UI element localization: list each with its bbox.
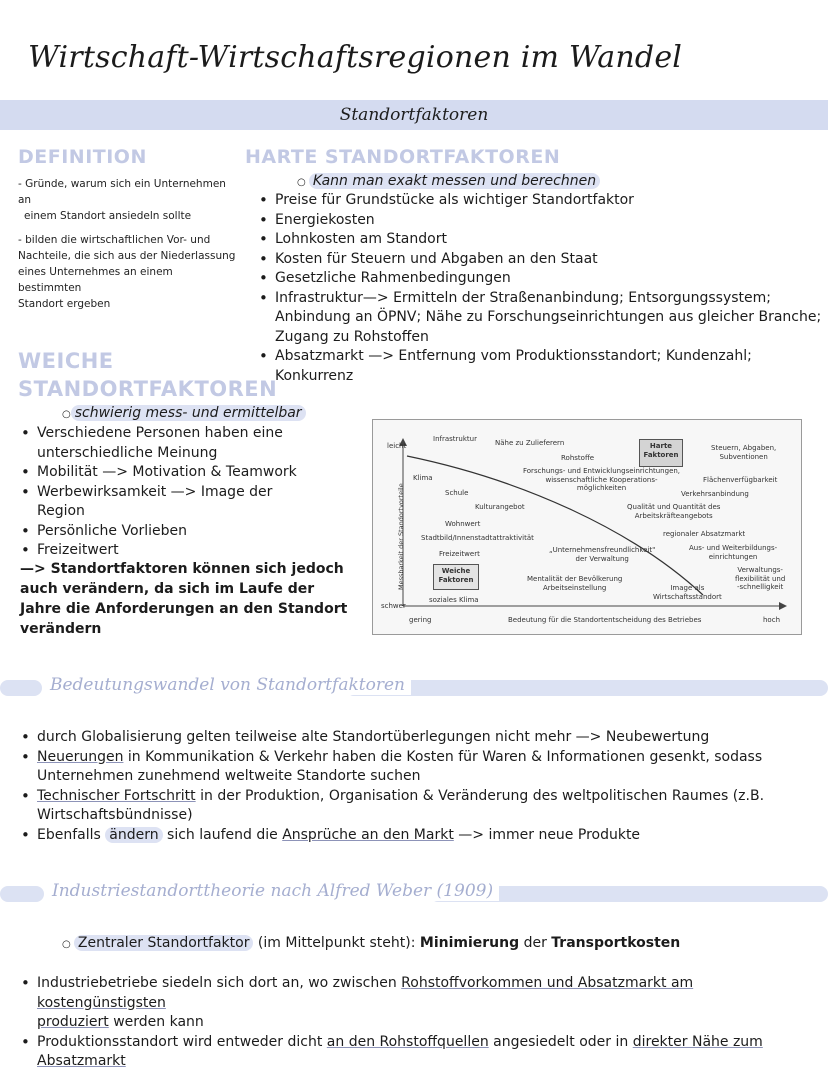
chart-label-group [627, 503, 720, 520]
chart-label: Image als [670, 584, 705, 592]
list-item: • Energiekosten [258, 211, 823, 231]
list-item: • Preise für Grundstücke als wichtiger Standortfaktor [258, 191, 823, 211]
chart-label: Kulturangebot [475, 503, 525, 511]
chart-label: Flächenverfügbarkeit [703, 476, 778, 484]
definition-heading: DEFINITION [18, 146, 147, 168]
underlined-term: Neuerungen [37, 748, 124, 765]
harte-sub: ○ Kann man exakt messen und berechnen [297, 172, 600, 193]
chart-label: Infrastruktur [433, 435, 477, 443]
chart-label-group [711, 444, 776, 461]
list-item: • Infrastruktur—> Ermitteln der Straßenanbindung; Entsorgungssystem; Anbindung an ÖPNV; Nähe zu Forschungseinrichtungen aus gleicher Branche; Zugang zu Rohstoffen [258, 289, 823, 348]
underlined-term: Ansprüche an den Markt [282, 826, 454, 843]
y-axis-label: Messbarkeit der Standortvorteile [397, 483, 405, 590]
list-item: • Absatzmarkt —> Entfernung vom Produktionsstandort; Kundenzahl; Konkurrenz [258, 347, 823, 386]
list-item: • Mobilität —> Motivation & Teamwork [20, 463, 320, 483]
definition-text [18, 176, 238, 312]
box-line: Faktoren [438, 575, 474, 584]
definition-line: - Gründe, warum sich ein Unternehmen an [18, 178, 226, 206]
chart-label: möglichkeiten [576, 484, 627, 492]
x-axis-label: Bedeutung für die Standortentscheidung des Betriebes [508, 616, 702, 624]
chart-label: Steuern, Abgaben, [711, 444, 777, 452]
chart-label: Aus- und Weiterbildungs- [689, 544, 778, 552]
item-text: Produktionsstandort wird entweder dicht [37, 1033, 327, 1050]
page-title: Wirtschaft-Wirtschaftsregionen im Wandel [28, 40, 683, 75]
bold-term: Transportkosten [551, 935, 681, 951]
harte-heading: HARTE STANDORTFAKTOREN [245, 146, 561, 168]
weiche-list [20, 424, 320, 561]
weiche-heading-line: WEICHE [18, 349, 114, 373]
item-text: Ebenfalls [37, 826, 106, 843]
box-line: Harte [649, 442, 673, 450]
definition-line: Standort ergeben [18, 298, 111, 310]
chart-label: Verwaltungs- [737, 566, 783, 574]
x-left-label: gering [409, 616, 432, 624]
bold-term: Minimierung [419, 935, 520, 951]
harte-sub-text: Kann man exakt messen und berechnen [309, 173, 600, 189]
definition-line: - bilden die wirtschaftlichen Vor- und [18, 234, 211, 246]
chart-label: Verkehrsanbindung [681, 490, 749, 498]
item-text: Industriebetriebe siedeln sich dort an, wo zwischen [37, 975, 402, 991]
weber-list [20, 974, 810, 1072]
section-pill-left [0, 680, 42, 696]
box-line: Weiche [441, 567, 471, 575]
section-pill-left [0, 886, 44, 902]
weiche-heading-line: STANDORTFAKTOREN [18, 377, 278, 401]
standortfaktoren-chart [372, 419, 802, 635]
weiche-note: —> Standortfaktoren können sich jedoch auch verändern, da sich im Laufe der Jahre die Anforderungen an den Standort verändern [20, 561, 348, 637]
chart-label: -schnelligkeit [737, 583, 784, 591]
item-text: in der Produktion, Organisation & Veränderung des weltpolitischen Raumes (z.B. Wirtschaftsbündnisse) [37, 787, 765, 823]
harte-faktoren-box [639, 439, 683, 467]
chart-label: Klima [413, 474, 433, 482]
chart-label: Arbeitseinstellung [543, 583, 607, 592]
chart-label: Forschungs- und Entwicklungseinrichtungen, [523, 467, 681, 475]
list-item [20, 787, 810, 826]
chart-label: soziales Klima [429, 596, 479, 604]
y-top-label: leicht [387, 442, 407, 450]
underlined-term: Rohstoffvorkommen und Absatzmarkt am kostengünstigsten [37, 975, 694, 1011]
bedeutungswandel-list [20, 728, 810, 845]
chart-label: einrichtungen [708, 552, 758, 561]
item-text: angesiedelt oder in [488, 1033, 633, 1050]
chart-label: „Unternehmensfreundlichkeit" [549, 546, 656, 554]
weiche-heading [18, 347, 277, 403]
underlined-term: Absatzmarkt [37, 1053, 126, 1069]
chart-label-group [735, 566, 785, 592]
list-item [20, 974, 810, 1033]
chart-label: Subventionen [719, 452, 768, 461]
chart-label: Wirtschaftsstandort [653, 592, 722, 601]
list-item: • Kosten für Steuern und Abgaben an den Staat [258, 250, 823, 270]
definition-line: eines Unternehmes an einem bestimmten [18, 266, 173, 294]
chart-label: der Verwaltung [575, 554, 629, 563]
harte-list [258, 191, 823, 386]
list-item [20, 826, 810, 846]
chart-label-group [549, 546, 655, 563]
list-item: • durch Globalisierung gelten teilweise alte Standortüberlegungen nicht mehr —> Neubewertung [20, 728, 810, 748]
underlined-term: direkter Nähe zum [632, 1033, 763, 1050]
item-text: der [519, 935, 552, 951]
highlighted-term: ändern [105, 827, 162, 843]
chart-label: Rohstoffe [561, 454, 595, 462]
list-item: • Persönliche Vorlieben [20, 522, 320, 542]
chart-label: Stadtbild/Innenstadtattraktivität [421, 534, 534, 542]
x-axis-arrow [779, 602, 787, 610]
highlighted-term: Zentraler Standortfaktor [74, 935, 254, 951]
weiche-faktoren-box [433, 564, 479, 590]
chart-label: Freizeitwert [439, 550, 480, 558]
definition-line: einem Standort ansiedeln sollte [24, 210, 192, 222]
item-text: —> immer neue Produkte [453, 826, 641, 843]
list-item: • Freizeitwert [20, 541, 320, 561]
underlined-term: produziert [37, 1014, 109, 1030]
weiche-sub: ○ schwierig mess- und ermittelbar [62, 404, 306, 425]
chart-label: Arbeitskräfteangebots [634, 511, 713, 520]
chart-label: flexibilität und [735, 574, 786, 583]
chart-label: regionaler Absatzmarkt [663, 530, 746, 538]
list-item [20, 1033, 810, 1072]
chart-label-group [527, 575, 622, 592]
weber-central: ○ Zentraler Standortfaktor (im Mittelpunkt steht): Minimierung der Transportkosten [62, 935, 681, 951]
chart-label-group [653, 584, 722, 601]
list-item: • Gesetzliche Rahmenbedingungen [258, 269, 823, 289]
item-text: in Kommunikation & Verkehr haben die Kosten für Waren & Informationen gesenkt, sodass Unternehmen zunehmend weltweite Standorte suchen [37, 748, 763, 784]
list-item [20, 748, 810, 787]
y-bottom-label: schwer [381, 602, 406, 610]
definition-line: Nachteile, die sich aus der Niederlassung [18, 250, 236, 262]
list-item: • Werbewirksamkeit —> Image der Region [20, 483, 320, 522]
x-right-label: hoch [763, 616, 781, 624]
underlined-term: an den Rohstoffquellen [326, 1033, 489, 1050]
underlined-term: Technischer Fortschritt [37, 787, 196, 804]
chart-label: Wohnwert [445, 520, 481, 528]
item-text: werden kann [108, 1014, 204, 1030]
chart-label: Mentalität der Bevölkerung [527, 575, 623, 583]
chart-label: wissenschaftliche Kooperations- [545, 475, 658, 484]
band-label: Standortfaktoren [339, 105, 489, 125]
chart-label: Schule [445, 489, 469, 497]
chart-label-group [523, 467, 680, 493]
chart-label-group [689, 544, 777, 561]
list-item: • Lohnkosten am Standort [258, 230, 823, 250]
chart-label: Qualität und Quantität des [627, 503, 721, 511]
list-item: • Verschiedene Personen haben eine unterschiedliche Meinung [20, 424, 320, 463]
item-text: (im Mittelpunkt steht): [253, 935, 420, 951]
weiche-sub-text: schwierig mess- und ermittelbar [71, 405, 306, 421]
section-pill-right [346, 680, 828, 696]
item-text: sich laufend die [162, 826, 283, 843]
weber-heading: Industriestandorttheorie nach Alfred Weber (1909) [46, 881, 499, 901]
bedeutungswandel-heading: Bedeutungswandel von Standortfaktoren [44, 675, 411, 695]
box-line: Faktoren [643, 450, 679, 459]
chart-label: Nähe zu Zulieferern [495, 439, 565, 447]
